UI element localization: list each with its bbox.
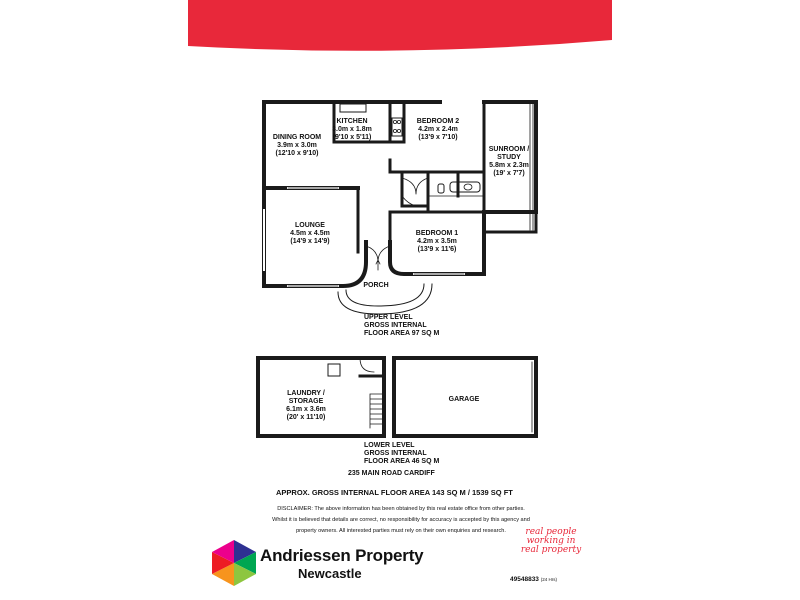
garage-label: GARAGE <box>448 396 480 403</box>
stairs <box>370 394 382 428</box>
tagline: real people working in real property <box>520 527 582 555</box>
total-area: APPROX. GROSS INTERNAL FLOOR AREA 143 SQ M / 1539 SQ FT <box>276 488 513 497</box>
address: 235 MAIN ROAD CARDIFF <box>348 470 435 477</box>
basin <box>464 184 472 190</box>
left-margin <box>0 0 188 600</box>
sink <box>340 104 366 112</box>
dining-label: DINING ROOM 3.9m x 3.0m (12'10 x 9'10) <box>272 134 322 157</box>
laundry-toilet <box>328 364 340 376</box>
bedroom2-label: BEDROOM 2 4.2m x 2.4m (13'9 x 7'10) <box>416 118 460 141</box>
sunroom-label: SUNROOM / STUDY 5.8m x 2.3m (19' x 7'7) <box>488 146 530 177</box>
upper-area-label: UPPER LEVEL GROSS INTERNAL FLOOR AREA 97 SQ M <box>364 314 440 337</box>
toilet <box>438 184 444 193</box>
reference: 49548833 (24 Hrs) <box>510 576 557 583</box>
bedroom1-label: BEDROOM 1 4.2m x 3.5m (13'9 x 11'6) <box>415 230 459 253</box>
header-banner <box>188 0 612 51</box>
brand-sub: Newcastle <box>298 566 362 581</box>
brand-logo-icon <box>212 540 256 586</box>
disclaimer: DISCLAIMER: The above information has been obtained by this real estate office from other parties. Whilst it is believed that details are correct, no responsibility for accuracy is accepted by this agency and property owners. All interested parties must rely on their own enquiries and research. <box>272 506 530 534</box>
kitchen-label: KITCHEN 3.0m x 1.8m (9'10 x 5'11) <box>332 118 372 141</box>
porch-label: PORCH <box>363 282 389 289</box>
brand-name: Andriessen Property <box>260 546 424 565</box>
lower-area-label: LOWER LEVEL GROSS INTERNAL FLOOR AREA 46 SQ M <box>364 442 440 465</box>
bathtub <box>450 182 480 192</box>
right-margin <box>612 0 800 600</box>
floor-plan-page <box>188 0 612 600</box>
lounge-label: LOUNGE 4.5m x 4.5m (14'9 x 14'9) <box>290 222 330 245</box>
laundry-label: LAUNDRY / STORAGE 6.1m x 3.6m (20' x 11'10) <box>286 390 326 421</box>
